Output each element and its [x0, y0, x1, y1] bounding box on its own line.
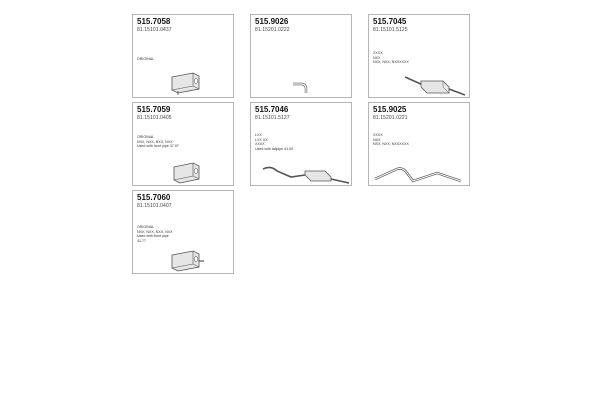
note-line: NXX — [373, 137, 381, 142]
note-line: NXX, NXX, NXXXXXX — [373, 142, 409, 147]
note-line: ORIGINAL — [137, 225, 155, 229]
note-line: NXX, NXX, NXX, NXX — [137, 229, 173, 234]
part-card[interactable] — [132, 102, 234, 186]
part-card[interactable] — [368, 14, 470, 98]
front-pipe-icon — [261, 159, 351, 185]
note-line: XXXX — [373, 133, 383, 137]
note-line: NXX, NXX, NXXXXXX — [373, 60, 409, 65]
part-number: 515.7058 — [137, 17, 171, 26]
muffler-icon — [169, 249, 205, 273]
oem-number: 81.15101.0407 — [137, 203, 172, 209]
muffler-icon — [169, 71, 205, 95]
silencer-pipe-icon — [403, 73, 469, 97]
part-card[interactable] — [368, 102, 470, 186]
muffler-icon — [171, 161, 203, 185]
part-number: 515.7060 — [137, 193, 171, 202]
part-number: 515.7045 — [373, 17, 407, 26]
part-card[interactable] — [132, 190, 234, 274]
part-card[interactable] — [250, 14, 352, 98]
oem-number: 81.15101.0437 — [137, 27, 172, 33]
note-line: LXX — [255, 133, 262, 137]
oem-number: 81.15101.5125 — [373, 27, 408, 33]
part-number: 515.7046 — [255, 105, 289, 114]
part-notes — [137, 225, 173, 243]
part-notes — [137, 57, 154, 62]
note-line: ORIGINAL — [137, 57, 155, 61]
oem-number: 81.15101.0405 — [137, 115, 172, 121]
part-notes — [373, 133, 409, 147]
note-line: NXX — [373, 55, 381, 60]
note-line: Used with front pipe — [137, 234, 169, 239]
oem-number: 81.15201.0221 — [373, 115, 408, 121]
note-line: 41.77 — [137, 238, 146, 243]
part-notes — [255, 133, 293, 151]
part-number: 515.7059 — [137, 105, 171, 114]
note-line: ORIGINAL — [137, 135, 155, 139]
part-notes — [137, 135, 179, 149]
part-number: 515.9025 — [373, 105, 407, 114]
oem-number: 81.15201.0222 — [255, 27, 290, 33]
note-line: XXXX — [373, 51, 383, 55]
note-line: Used with tailpipe 41.00 — [255, 146, 294, 151]
note-line: NXX, NXX, NXX, NXX — [137, 139, 173, 144]
note-line: XXXX — [255, 142, 265, 147]
oem-number: 81.15101.5127 — [255, 115, 290, 121]
note-line: Used with front pipe 47.97 — [137, 144, 179, 149]
part-card[interactable] — [132, 14, 234, 98]
bent-pipe-icon — [291, 81, 311, 95]
part-number: 515.9026 — [255, 17, 289, 26]
long-pipe-icon — [373, 159, 465, 185]
note-line: LXX XX — [255, 137, 268, 142]
part-card[interactable] — [250, 102, 352, 186]
part-notes — [373, 51, 409, 65]
